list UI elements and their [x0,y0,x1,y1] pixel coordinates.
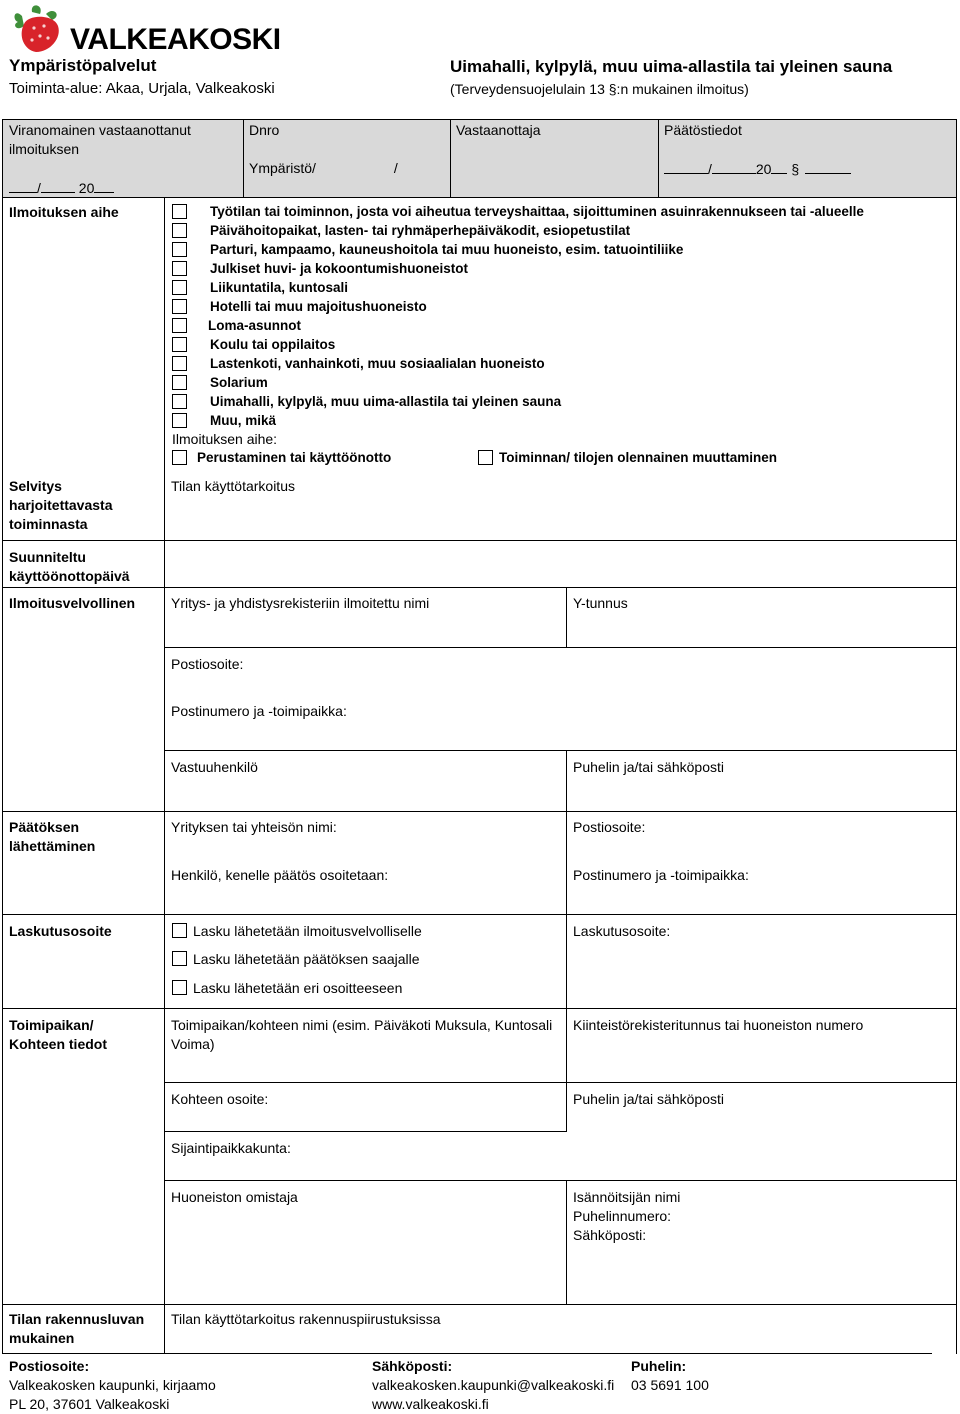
checkbox[interactable] [172,261,187,276]
subject-option-label: Hotelli tai muu majoitushuoneisto [210,299,427,314]
checkbox[interactable] [478,450,493,465]
subject-option-label: Muu, mikä [210,413,277,428]
reason-option-label: Perustaminen tai käyttöönotto [197,450,392,465]
subject-option-label: Uimahalli, kylpylä, muu uima-allastila tai yleinen sauna [210,394,562,409]
received-label: Viranomainen vastaanottanut ilmoituksen [9,122,191,157]
checkbox[interactable] [172,394,187,409]
checkbox[interactable] [172,299,187,314]
subject-option-label: Koulu tai oppilaitos [210,337,336,352]
notifier-phone-field[interactable]: Puhelin ja/tai sähköposti [573,759,724,775]
notifier-name-field[interactable]: Yritys- ja yhdistysrekisteriin ilmoitettu nimi [171,595,430,611]
ytunnus-field[interactable]: Y-tunnus [573,595,628,611]
billing-label: Laskutusosoite [9,923,112,939]
activity-label: Selvitys harjoitettavasta toiminnasta [9,478,113,532]
footer-web-link[interactable]: www.valkeakoski.fi [372,1396,489,1412]
decision-company-field[interactable]: Yrityksen tai yhteisön nimi: [171,819,337,835]
decision-info-field[interactable]: / 20 § [664,159,851,179]
notifier-contact-field[interactable]: Vastuuhenkilö [171,759,258,775]
planned-date-field[interactable] [166,542,954,586]
checkbox[interactable] [172,450,187,465]
permit-field[interactable]: Tilan käyttötarkoitus rakennuspiirustuksissa [171,1311,441,1327]
checkbox[interactable] [172,337,187,352]
subject-option-label: Päivähoitopaikat, lasten- tai ryhmäperhepäiväkodit, esiopetustilat [210,223,631,238]
checkbox[interactable] [172,923,187,938]
decision-person-field[interactable]: Henkilö, kenelle päätös osoitetaan: [171,867,389,883]
site-label: Toimipaikan/ Kohteen tiedot [9,1017,107,1052]
site-phone-field[interactable]: Puhelin ja/tai sähköposti [573,1091,724,1107]
billing-option-label: Lasku lähetetään eri osoitteeseen [193,980,403,996]
checkbox[interactable] [172,951,187,966]
notifier-label: Ilmoitusvelvollinen [9,595,136,611]
site-owner-field[interactable]: Huoneiston omistaja [171,1189,298,1205]
checkbox[interactable] [172,318,187,333]
site-address-field[interactable]: Kohteen osoite: [171,1091,269,1107]
decision-delivery-label: Päätöksen lähettäminen [9,819,96,854]
dept-name: Ympäristöpalvelut [9,56,157,75]
site-property-field[interactable]: Kiinteistörekisteritunnus tai huoneiston numero [573,1017,864,1033]
subject-option-label: Loma-asunnot [208,318,301,333]
billing-address-field[interactable]: Laskutusosoite: [573,923,671,939]
billing-option-label: Lasku lähetetään päätöksen saajalle [193,951,420,967]
subject-label: Ilmoituksen aihe [9,204,119,220]
form-subtitle: (Terveydensuojelulain 13 §:n mukainen ilmoitus) [450,81,749,97]
dnro-label: Dnro [249,122,280,138]
footer-postal: Postiosoite: Valkeakosken kaupunki, kirjaamo PL 20, 37601 Valkeakoski [9,1358,216,1412]
site-name-field[interactable]: Toimipaikan/kohteen nimi (esim. Päiväkoti Muksula, Kuntosali Voima) [171,1017,553,1052]
planned-date-label: Suunniteltu käyttöönottopäivä [9,549,130,584]
footer-email: Sähköposti: valkeakosken.kaupunki@valkeakoski.fi www.valkeakoski.fi [372,1358,615,1412]
site-manager-field[interactable]: Isännöitsijän nimi Puhelinnumero: Sähköposti: [573,1189,681,1243]
strawberry-logo-icon [10,2,70,58]
logo [10,2,290,58]
footer-email-link[interactable]: valkeakosken.kaupunki@valkeakoski.fi [372,1377,615,1393]
checkbox[interactable] [172,980,187,995]
reason-label: Ilmoituksen aihe: [172,431,278,447]
footer-phone: Puhelin: 03 5691 100 [631,1358,709,1393]
checkbox[interactable] [172,223,187,238]
checkbox[interactable] [172,413,187,428]
subject-option-label: Työtilan tai toiminnon, josta voi aiheutua terveyshaittaa, sijoittuminen asuinrakennukseen tai -alueelle [210,204,864,219]
checkbox[interactable] [172,280,187,295]
decision-postal-field[interactable]: Postiosoite: [573,819,646,835]
billing-option-label: Lasku lähetetään ilmoitusvelvolliselle [193,923,422,939]
purpose-field[interactable]: Tilan käyttötarkoitus [171,478,295,494]
notifier-postcode-field[interactable]: Postinumero ja -toimipaikka: [171,703,347,719]
permit-label: Tilan rakennusluvan mukainen [9,1311,145,1346]
dept-area: Toiminta-alue: Akaa, Urjala, Valkeakoski [9,80,275,97]
subject-option-label: Lastenkoti, vanhainkoti, muu sosiaalialan huoneisto [210,356,545,371]
form-title: Uimahalli, kylpylä, muu uima-allastila tai yleinen sauna [450,57,893,76]
checkbox[interactable] [172,375,187,390]
logo-text: VALKEAKOSKI [70,23,281,56]
reason-option-label: Toiminnan/ tilojen olennainen muuttaminen [499,450,778,465]
subject-option-label: Julkiset huvi- ja kokoontumishuoneistot [210,261,469,276]
checkbox[interactable] [172,242,187,257]
site-municipality-field[interactable]: Sijaintipaikkakunta: [171,1140,291,1156]
decision-info-label: Päätöstiedot [664,122,742,138]
checkbox[interactable] [172,356,187,371]
subject-option-label: Parturi, kampaamo, kauneushoitola tai muu huoneisto, esim. tatuointiliike [210,242,684,257]
subject-option-label: Solarium [210,375,268,390]
decision-postcode-field[interactable]: Postinumero ja -toimipaikka: [573,867,749,883]
checkbox[interactable] [172,204,187,219]
receiver-label: Vastaanottaja [456,122,541,138]
dnro-field[interactable]: Ympäristö/ / [249,160,398,176]
received-date-field[interactable]: / 20 [9,178,114,198]
subject-option-label: Liikuntatila, kuntosali [210,280,349,295]
notifier-postal-field[interactable]: Postiosoite: [171,656,244,672]
